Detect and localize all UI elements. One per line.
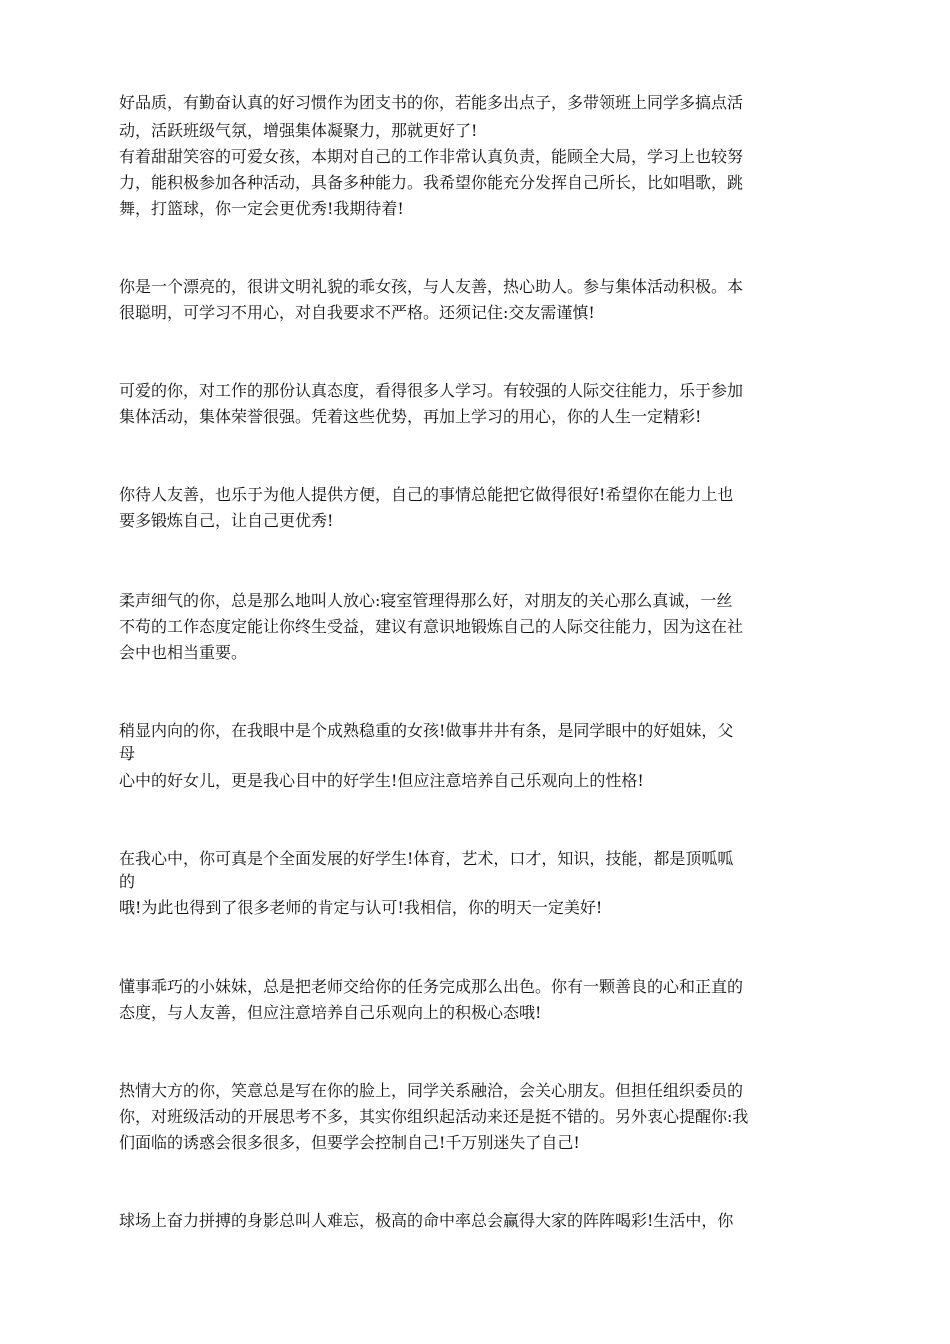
comment-line: 态度，与人友善，但应注意培养自己乐观向上的积极心态哦!	[119, 1003, 542, 1022]
comment-line: 可爱的你，对工作的那份认真态度，看得很多人学习。有较强的人际交往能力，乐于参加	[119, 381, 744, 400]
comment-line: 好品质，有勤奋认真的好习惯作为团支书的你，若能多出点子，多带领班上同学多搞点活	[119, 93, 744, 112]
comment-line: 会中也相当重要。	[119, 643, 248, 662]
comment-line: 你，对班级活动的开展思考不多，其实你组织起活动来还是挺不错的。另外衷心提醒你:我	[119, 1107, 749, 1126]
comment-line: 懂事乖巧的小妹妹，总是把老师交给你的任务完成那么出色。你有一颗善良的心和正直的	[119, 977, 744, 996]
comment-line: 力，能积极参加各种活动，具备多种能力。我希望你能充分发挥自己所长，比如唱歌，跳	[119, 173, 744, 192]
comment-line: 集体活动，集体荣誉很强。凭着这些优势，再加上学习的用心，你的人生一定精彩!	[119, 407, 702, 426]
comment-line: 母	[119, 744, 136, 763]
comment-line: 不苟的工作态度定能让你终生受益，建议有意识地锻炼自己的人际交往能力，因为这在社	[119, 617, 744, 636]
comment-line: 动，活跃班级气氛，增强集体凝聚力，那就更好了!	[119, 121, 478, 140]
comment-line: 要多锻炼自己，让自己更优秀!	[119, 511, 334, 530]
comment-line: 你待人友善，也乐于为他人提供方便，自己的事情总能把它做得很好!希望你在能力上也	[119, 485, 734, 504]
comment-line: 稍显内向的你，在我眼中是个成熟稳重的女孩!做事井井有条，是同学眼中的好姐妹，父	[119, 721, 734, 740]
comment-line: 的	[119, 872, 136, 891]
comment-line: 很聪明，可学习不用心，对自我要求不严格。还须记住:交友需谨慎!	[119, 303, 595, 322]
comment-line: 你是一个漂亮的，很讲文明礼貌的乖女孩，与人友善，热心助人。参与集体活动积极。本	[119, 277, 744, 296]
comment-line: 哦!为此也得到了很多老师的肯定与认可!我相信，你的明天一定美好!	[119, 898, 603, 917]
comment-line: 柔声细气的你，总是那么地叫人放心:寝室管理得那么好，对朋友的关心那么真诚，一丝	[119, 591, 733, 610]
comment-line: 心中的好女儿，更是我心目中的好学生!但应注意培养自己乐观向上的性格!	[119, 771, 644, 790]
comment-line: 们面临的诱惑会很多很多，但要学会控制自己!千万别迷失了自己!	[119, 1133, 580, 1152]
comment-line: 球场上奋力拼搏的身影总叫人难忘，极高的命中率总会赢得大家的阵阵喝彩!生活中，你	[119, 1211, 734, 1230]
comment-line: 舞，打篮球，你一定会更优秀!我期待着!	[119, 199, 404, 218]
comment-line: 有着甜甜笑容的可爱女孩，本期对自己的工作非常认真负责，能顾全大局，学习上也较努	[119, 147, 744, 166]
comment-line: 在我心中，你可真是个全面发展的好学生!体育，艺术，口才，知识，技能，都是顶呱呱	[119, 849, 734, 868]
comment-line: 热情大方的你，笑意总是写在你的脸上，同学关系融洽，会关心朋友。但担任组织委员的	[119, 1081, 744, 1100]
